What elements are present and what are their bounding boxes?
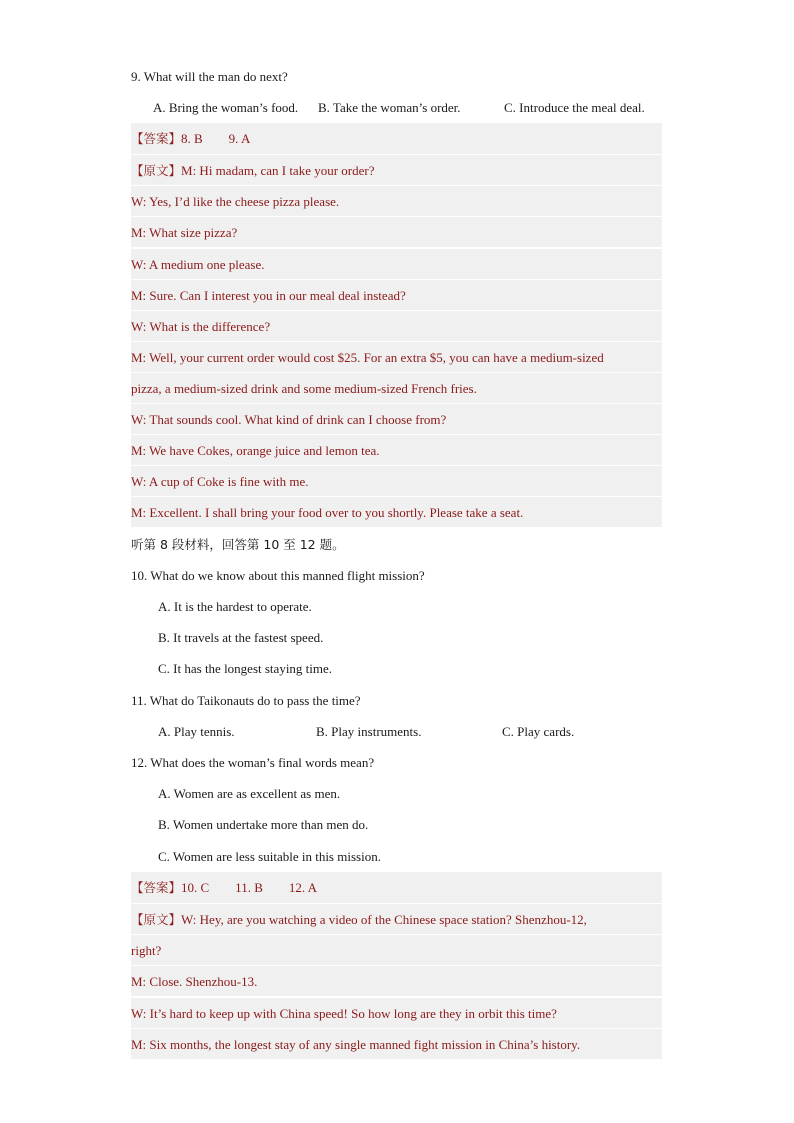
transcript-line: M: What size pizza? bbox=[131, 216, 662, 247]
transcript-line: W: A cup of Coke is fine with me. bbox=[131, 465, 662, 496]
option-10b: B. It travels at the fastest speed. bbox=[158, 630, 324, 645]
transcript-tag: 【原文】 bbox=[131, 912, 182, 927]
option-9c: C. Introduce the meal deal. bbox=[504, 100, 645, 115]
question-12: 12. What does the woman’s final words mean? bbox=[131, 755, 375, 770]
transcript-line: M: Sure. Can I interest you in our meal deal instead? bbox=[131, 279, 662, 310]
transcript-line: W: What is the difference? bbox=[131, 310, 662, 341]
option-10c: C. It has the longest staying time. bbox=[158, 661, 333, 676]
option-9a: A. Bring the woman’s food. bbox=[153, 100, 299, 115]
transcript-line: W: Yes, I’d like the cheese pizza please. bbox=[131, 185, 662, 216]
transcript-line: M: Six months, the longest stay of any single manned fight mission in China’s history. bbox=[131, 1028, 662, 1059]
option-11b: B. Play instruments. bbox=[316, 724, 422, 739]
answer-text: 8. B 9. A bbox=[181, 131, 251, 146]
question-9: 9. What will the man do next? bbox=[131, 69, 288, 84]
option-10a: A. It is the hardest to operate. bbox=[158, 599, 312, 614]
option-9b: B. Take the woman’s order. bbox=[318, 100, 461, 115]
transcript-line: M: Excellent. I shall bring your food over to you shortly. Please take a seat. bbox=[131, 496, 662, 527]
transcript-line: right? bbox=[131, 934, 662, 965]
option-12c: C. Women are less suitable in this mission. bbox=[158, 849, 381, 864]
transcript-line: W: It’s hard to keep up with China speed! So how long are they in orbit this time? bbox=[131, 997, 662, 1028]
option-11c: C. Play cards. bbox=[502, 724, 575, 739]
transcript-line: W: That sounds cool. What kind of drink can I choose from? bbox=[131, 403, 662, 434]
option-11a: A. Play tennis. bbox=[158, 724, 235, 739]
question-11: 11. What do Taikonauts do to pass the time? bbox=[131, 693, 361, 708]
option-12b: B. Women undertake more than men do. bbox=[158, 817, 369, 832]
transcript-text: W: Hey, are you watching a video of the Chinese space station? Shenzhou-12, bbox=[181, 912, 587, 927]
answer-tag: 【答案】 bbox=[131, 131, 182, 146]
transcript-line bbox=[131, 903, 662, 934]
question-11-options bbox=[131, 716, 662, 747]
option-12a: A. Women are as excellent as men. bbox=[158, 786, 341, 801]
transcript-line: M: Well, your current order would cost $25. For an extra $5, you can have a medium-sized bbox=[131, 341, 662, 372]
answer-text: 10. C 11. B 12. A bbox=[181, 880, 318, 895]
section-header: 听第 8 段材料，回答第 10 至 12 题。 bbox=[131, 537, 345, 552]
question-9-options bbox=[131, 92, 662, 123]
answer-line-2 bbox=[131, 872, 662, 903]
transcript-line bbox=[131, 154, 662, 185]
question-10: 10. What do we know about this manned flight mission? bbox=[131, 568, 425, 583]
transcript-text: M: Hi madam, can I take your order? bbox=[181, 163, 375, 178]
transcript-line: W: A medium one please. bbox=[131, 248, 662, 279]
transcript-line: M: Close. Shenzhou-13. bbox=[131, 965, 662, 996]
answer-tag: 【答案】 bbox=[131, 880, 182, 895]
transcript-tag: 【原文】 bbox=[131, 163, 182, 178]
transcript-line: M: We have Cokes, orange juice and lemon tea. bbox=[131, 434, 662, 465]
answer-line-1 bbox=[131, 123, 662, 154]
transcript-line: pizza, a medium-sized drink and some medium-sized French fries. bbox=[131, 372, 662, 403]
